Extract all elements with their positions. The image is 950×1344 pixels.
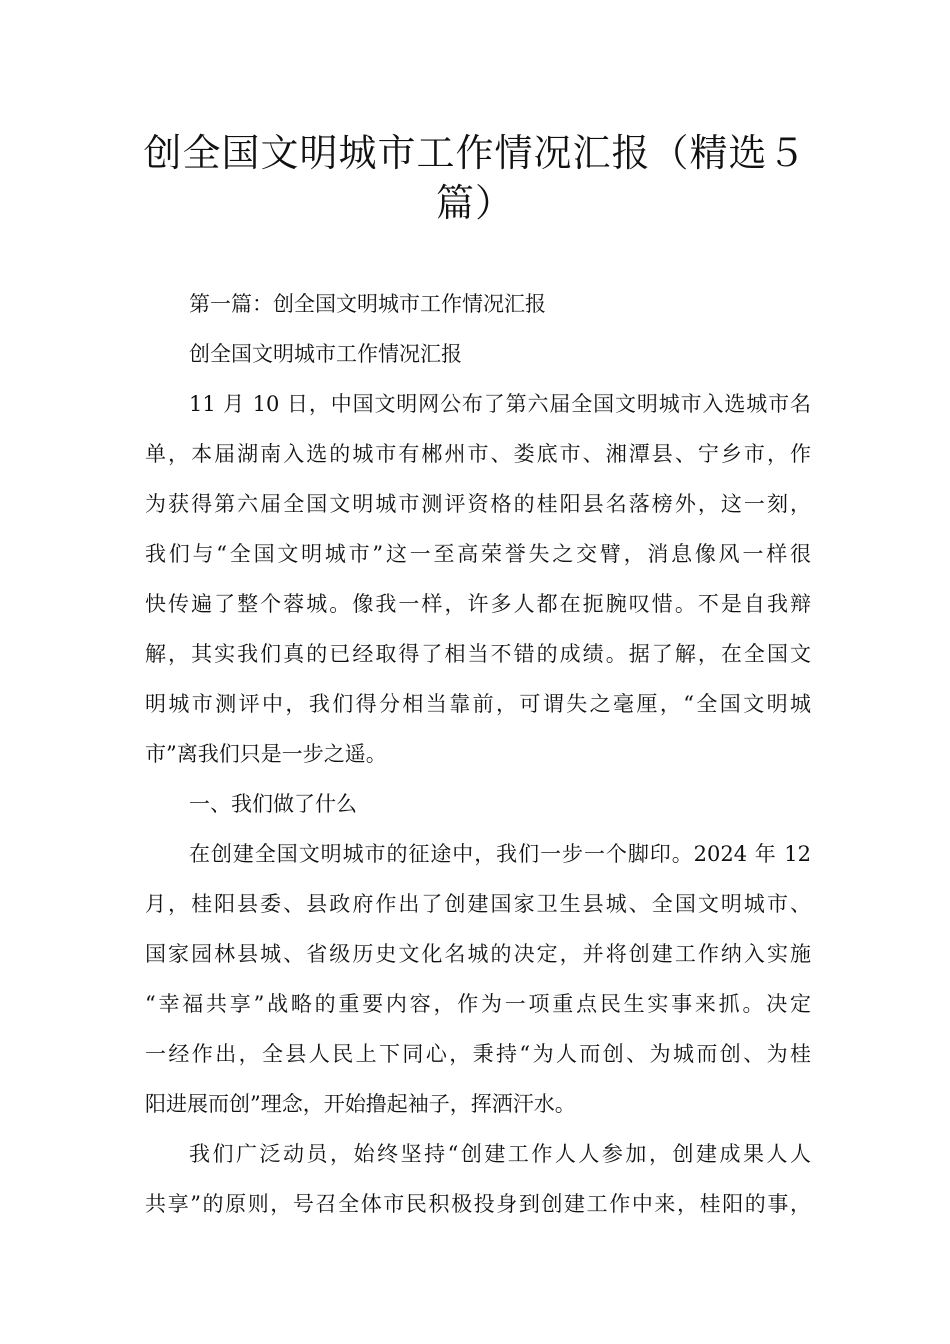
paragraph-line: 国家园林县城、省级历史文化名城的决定，并将创建工作纳入实施 [145,942,811,966]
paragraph-line: “幸福共享”战略的重要内容，作为一项重点民生实事来抓。决定 [145,992,811,1016]
paragraph-line: 单，本届湖南入选的城市有郴州市、娄底市、湘潭县、宁乡市，作 [145,442,811,466]
document-body [145,279,811,1229]
paragraph-line: 快传遍了整个蓉城。像我一样，许多人都在扼腕叹惜。不是自我辩 [145,592,811,616]
document-title [120,128,830,228]
paragraph-line: 明城市测评中，我们得分相当靠前，可谓失之毫厘，“全国文明城 [145,692,811,716]
paragraph-line: 我们广泛动员，始终坚持“创建工作人人参加，创建成果人人 [189,1142,811,1166]
paragraph-line: 我们与“全国文明城市”这一至高荣誉失之交臂，消息像风一样很 [145,542,811,566]
paragraph-line: 为获得第六届全国文明城市测评资格的桂阳县名落榜外，这一刻， [145,492,811,516]
section-heading: 第一篇：创全国文明城市工作情况汇报 [189,292,546,316]
title-line-1: 创全国文明城市工作情况汇报（精选５ [143,131,807,175]
paragraph-line: 11 月 10 日，中国文明网公布了第六届全国文明城市入选城市名 [189,392,811,416]
paragraph-line: 一经作出，全县人民上下同心，秉持“为人而创、为城而创、为桂 [145,1042,811,1066]
paragraph-line: 共享”的原则，号召全体市民积极投身到创建工作中来，桂阳的事， [145,1192,811,1216]
paragraph-line: 解，其实我们真的已经取得了相当不错的成绩。据了解，在全国文 [145,642,811,666]
subtitle: 创全国文明城市工作情况汇报 [189,342,462,366]
paragraph-line: 阳进展而创”理念，开始撸起袖子，挥洒汗水。 [145,1092,576,1116]
paragraph-line: 在创建全国文明城市的征途中，我们一步一个脚印。2024 年 12 [189,842,811,866]
section-subheading: 一、我们做了什么 [189,792,357,816]
title-line-2: 篇） [435,181,514,225]
paragraph-line: 市”离我们只是一步之遥。 [145,742,387,766]
paragraph-line: 月，桂阳县委、县政府作出了创建国家卫生县城、全国文明城市、 [145,892,811,916]
